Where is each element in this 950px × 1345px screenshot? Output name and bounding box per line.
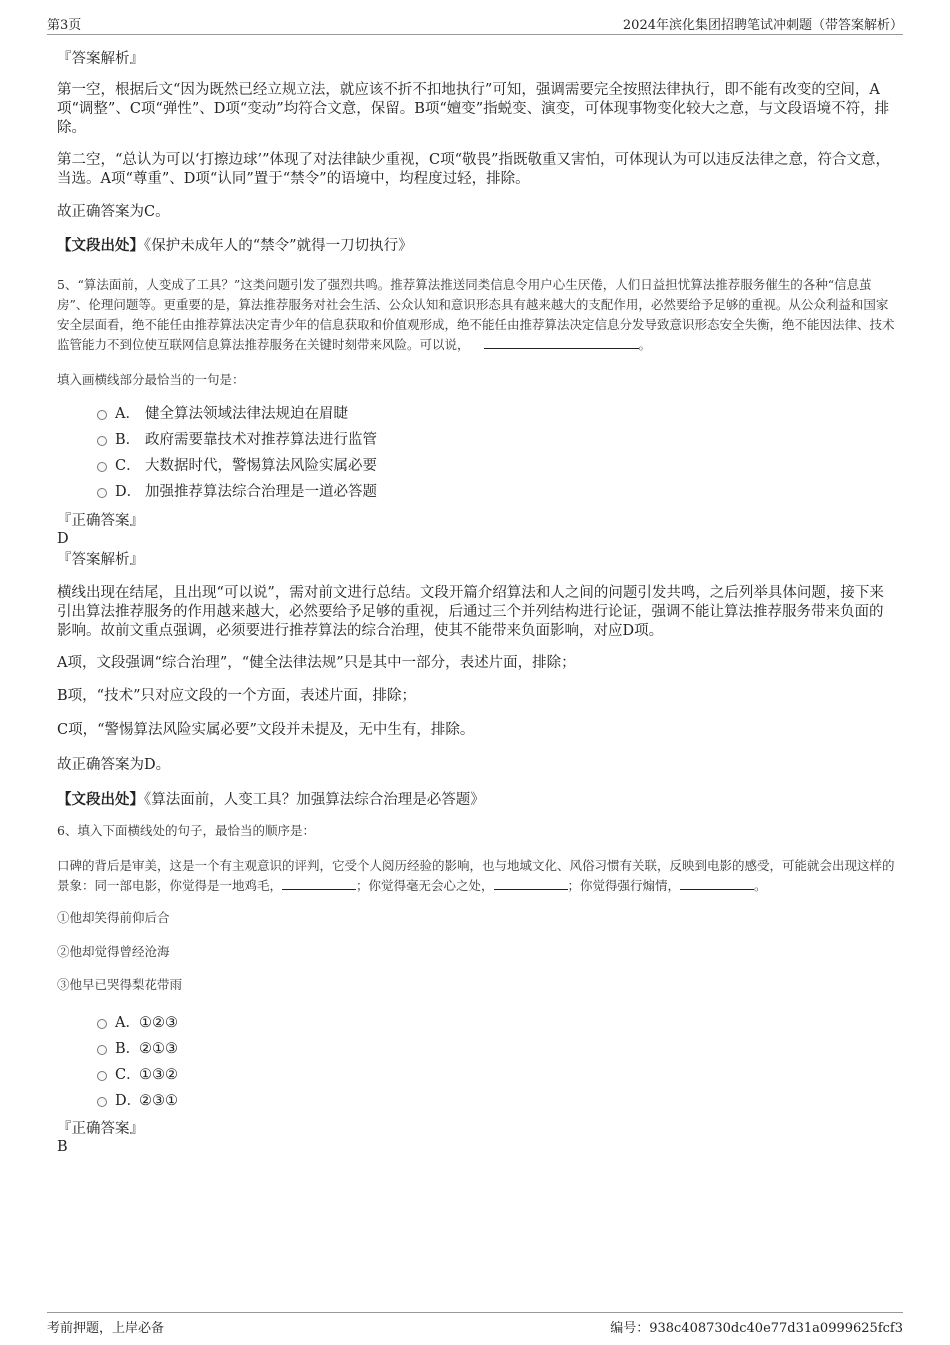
option-letter: B． bbox=[115, 1041, 141, 1057]
q6-item-1: ①他却笑得前仰后合 bbox=[57, 910, 170, 925]
radio-icon[interactable] bbox=[97, 1097, 107, 1107]
q5-analysis-p4: C项，“警惕算法风险实属必要”文段并未提及，无中生有，排除。 bbox=[57, 722, 475, 738]
q6-passage-d: 。 bbox=[754, 878, 767, 893]
q6-item-2: ②他却觉得曾经沧海 bbox=[57, 944, 170, 959]
option-letter: A． bbox=[115, 1015, 140, 1031]
option-text: 加强推荐算法综合治理是一道必答题 bbox=[145, 484, 377, 500]
q6-answer: B bbox=[57, 1139, 68, 1155]
page-header bbox=[47, 12, 903, 35]
option-letter: D． bbox=[115, 484, 142, 500]
option-letter: B． bbox=[115, 432, 141, 448]
q6-passage bbox=[57, 856, 897, 896]
q5-analysis-label: 『答案解析』 bbox=[57, 552, 144, 568]
answer-blank bbox=[484, 336, 639, 349]
q5-answer: D bbox=[57, 531, 69, 547]
q4-conclusion: 故正确答案为C。 bbox=[57, 204, 170, 220]
option-letter: D． bbox=[115, 1093, 142, 1109]
q4-analysis-p2: 第二空，“总认为可以‘打擦边球’”体现了对法律缺少重视，C项“敬畏”指既敬重又害怕，可体现认为可以违反法律之意，符合文意，当选。A项“尊重”、D项“认同”置于“禁令”的语境中，均程度过轻，排除。 bbox=[57, 152, 890, 187]
option-text: 大数据时代，警惕算法风险实属必要 bbox=[145, 458, 377, 474]
q5-stem-text: 5、“算法面前，人变成了工具？”这类问题引发了强烈共鸣。推荐算法推送同类信息令用户心生厌倦，人们日益担忧算法推荐服务催生的各种“信息茧房”、伦理问题等。更重要的是，算法推荐服务对社会生活、公众认知和意识形态具有越来越大的支配作用，必然要给予足够的重视。从公众利益和国家安全层面看，绝不能任由推荐算法决定青少年的信息获取和价值观形成，绝不能任由推荐算法决定信息分发导致意识形态安全失衡，绝不能因法律、技术监管能力不到位使互联网信息算法推荐服务在关键时刻带来风险。可以说， bbox=[57, 277, 895, 352]
q6-passage-c: ；你觉得强行煽情， bbox=[567, 878, 681, 893]
q5-analysis-p3: B项，“技术”只对应文段的一个方面，表述片面，排除； bbox=[57, 688, 416, 704]
q5-conclusion: 故正确答案为D。 bbox=[57, 757, 171, 773]
page-footer bbox=[47, 1312, 903, 1335]
q5-analysis-p2: A项，文段强调“综合治理”，“健全法律法规”只是其中一部分，表述片面，排除； bbox=[57, 655, 576, 671]
q5-source bbox=[57, 790, 485, 810]
option-text: ②③① bbox=[139, 1093, 178, 1109]
q4-source bbox=[57, 236, 413, 256]
option-text: ②①③ bbox=[139, 1041, 178, 1057]
option-letter: A． bbox=[115, 406, 140, 422]
q5-instruction: 填入画横线部分最恰当的一句是： bbox=[57, 372, 245, 387]
q6-stem: 6、填入下面横线处的句子，最恰当的顺序是： bbox=[57, 823, 315, 838]
source-title: 《保护未成年人的“禁令”就得一刀切执行》 bbox=[144, 238, 413, 254]
q6-answer-label: 『正确答案』 bbox=[57, 1121, 144, 1137]
q5-answer-label: 『正确答案』 bbox=[57, 513, 144, 529]
option-letter: C． bbox=[115, 1067, 141, 1083]
code-label: 编号： bbox=[610, 1321, 650, 1336]
option-text: ①③② bbox=[139, 1067, 178, 1083]
q6-passage-a: 口碑的背后是审美，这是一个有主观意识的评判，它受个人阅历经验的影响，也与地域文化、风俗习惯有关联，反映到电影的感受，可能就会出现这样的景象：同一部电影，你觉得是一地鸡毛， bbox=[57, 858, 895, 893]
footer-slogan: 考前押题，上岸必备 bbox=[47, 1321, 165, 1336]
q4-analysis-label: 『答案解析』 bbox=[57, 51, 144, 67]
page-number: 第3页 bbox=[47, 18, 82, 33]
option-text: 政府需要靠技术对推荐算法进行监管 bbox=[145, 432, 377, 448]
answer-blank bbox=[494, 877, 568, 890]
source-title: 《算法面前，人变工具？加强算法综合治理是必答题》 bbox=[144, 792, 485, 808]
footer-code bbox=[610, 1317, 903, 1336]
radio-icon[interactable] bbox=[97, 1071, 107, 1081]
q6-item-3: ③他早已哭得梨花带雨 bbox=[57, 977, 183, 992]
q5-stem-end: 。 bbox=[638, 337, 652, 352]
source-label: 【文段出处】 bbox=[57, 791, 144, 808]
option-text: ①②③ bbox=[139, 1015, 178, 1031]
radio-icon[interactable] bbox=[97, 410, 107, 420]
q5-analysis-p1: 横线出现在结尾，且出现“可以说”，需对前文进行总结。文段开篇介绍算法和人之间的问题引发共鸣，之后列举具体问题，接下来引出算法推荐服务的作用越来越大，必然要给予足够的重视，后通过三个并列结构进行论证，强调不能让算法推荐服务带来负面的影响。故前文重点强调，必须要进行推荐算法的综合治理，使其不能带来负面影响，对应D项。 bbox=[57, 585, 884, 639]
q4-analysis-p1: 第一空，根据后文“因为既然已经立规立法，就应该不折不扣地执行”可知，强调需要完全按照法律执行，即不能有改变的空间，A项“调整”、C项“弹性”、D项“变动”均符合文意，保留。B项“嬗变”指蜕变、演变，可体现事物变化较大之意，与文段语境不符，排除。 bbox=[57, 82, 890, 136]
q5-stem bbox=[57, 275, 897, 355]
radio-icon[interactable] bbox=[97, 1045, 107, 1055]
answer-blank bbox=[680, 877, 754, 890]
radio-icon[interactable] bbox=[97, 1019, 107, 1029]
answer-blank bbox=[282, 877, 356, 890]
document-title: 2024年滨化集团招聘笔试冲刺题（带答案解析） bbox=[622, 18, 903, 33]
radio-icon[interactable] bbox=[97, 488, 107, 498]
option-text: 健全算法领域法律法规迫在眉睫 bbox=[145, 406, 348, 422]
q6-passage-b: ；你觉得毫无会心之处， bbox=[356, 878, 494, 893]
code-value: 938c408730dc40e77d31a0999625fcf3 bbox=[649, 1321, 903, 1336]
radio-icon[interactable] bbox=[97, 436, 107, 446]
radio-icon[interactable] bbox=[97, 462, 107, 472]
option-letter: C． bbox=[115, 458, 141, 474]
source-label: 【文段出处】 bbox=[57, 237, 144, 254]
